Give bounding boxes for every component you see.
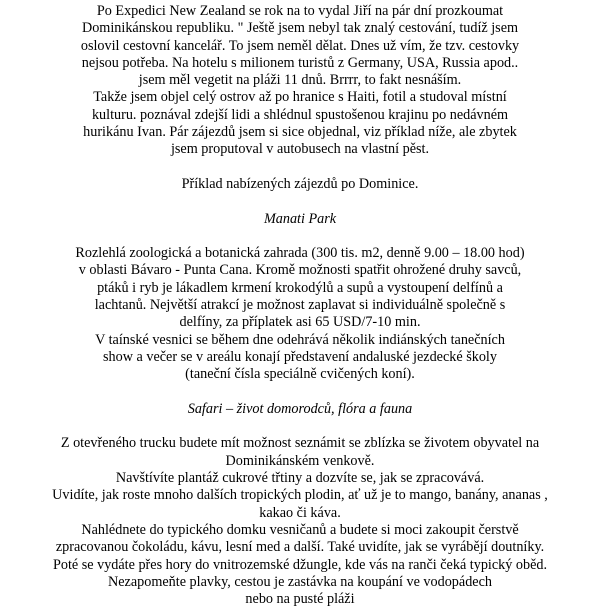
- text-line: ptáků i ryb je lákadlem krmení krokodýlů a supů a vystoupení delfínů a: [97, 279, 503, 296]
- manati-park-paragraph: [30, 245, 570, 383]
- text-line: Navštívíte plantáž cukrové třtiny a dozvíte se, jak se zpracovává.: [115, 470, 485, 487]
- text-line: hurikánu Ivan. Pár zájezdů jsem si sice objednal, viz příklad níže, ale zbytek: [83, 124, 517, 141]
- text-line: kakao či káva.: [259, 504, 341, 521]
- example-heading: Příklad nabízených zájezdů po Dominice.: [181, 175, 419, 192]
- text-line: Rozlehlá zoologická a botanická zahrada (300 tis. m2, denně 9.00 – 18.00 hod): [75, 245, 525, 262]
- text-line: Takže jsem objel celý ostrov až po hranice s Haiti, fotil a studoval místní: [93, 89, 507, 106]
- spacer: [30, 228, 570, 245]
- text-line: v oblasti Bávaro - Punta Cana. Kromě možnosti spatřit ohrožené druhy savců,: [78, 262, 522, 279]
- text-line: delfíny, za příplatek asi 65 USD/7-10 min.: [179, 314, 421, 331]
- intro-paragraph: [30, 3, 570, 159]
- text-line: show a večer se v areálu konají představení andaluské jezdecké školy: [103, 348, 497, 365]
- text-line: nejsou potřeba. Na hotelu s milionem turistů z Germany, USA, Russia apod..: [81, 54, 519, 71]
- text-line: oslovil cestovní kancelář. To jsem neměl dělat. Dnes už vím, že tzv. cestovky: [80, 37, 520, 54]
- document-page: [30, 3, 570, 608]
- text-line: zpracovanou čokoládu, kávu, lesní med a další. Také uvidíte, jak se vyrábějí doutníky.: [55, 539, 545, 556]
- safari-paragraph: [30, 435, 570, 608]
- text-line: (taneční čísla speciálně cvičených koní).: [185, 366, 415, 383]
- text-line: nebo na pusté pláži: [245, 591, 355, 608]
- section-title-manati-park: Manati Park: [263, 210, 337, 227]
- section-title-safari: Safari – život domorodců, flóra a fauna: [187, 400, 413, 417]
- text-line: V taínské vesnici se během dne odehrává několik indiánských tanečních: [95, 331, 505, 348]
- spacer: [30, 159, 570, 176]
- text-line: Uvidíte, jak roste mnoho dalších tropických plodin, ať už je to mango, banány, ananas ,: [52, 487, 548, 504]
- spacer: [30, 193, 570, 210]
- text-line: Poté se vydáte přes hory do vnitrozemské džungle, kde vás na ranči čeká typický oběd.: [52, 556, 548, 573]
- spacer: [30, 418, 570, 435]
- text-line: Nahlédnete do typického domku vesničanů a budete si moci zakoupit čerstvě: [81, 521, 519, 538]
- spacer: [30, 384, 570, 401]
- text-line: kulturu. poznával zdejší lidi a shlédnul spustošenou krajinu po nedávném: [91, 106, 509, 123]
- text-line: jsem proputoval v autobusech na vlastní pěst.: [170, 141, 430, 158]
- text-line: jsem měl vegetit na pláži 11 dnů. Brrrr, to fakt nesnáším.: [138, 72, 462, 89]
- text-line: Dominikánskou republiku. " Ještě jsem nebyl tak znalý cestování, tudíž jsem: [81, 20, 519, 37]
- text-line: lachtanů. Největší atrakcí je možnost zaplavat si individuálně společně s: [94, 297, 506, 314]
- text-line: Z otevřeného trucku budete mít možnost seznámit se zblízka se životem obyvatel na: [60, 435, 540, 452]
- text-line: Nezapomeňte plavky, cestou je zastávka na koupání ve vodopádech: [108, 573, 492, 590]
- text-line: Po Expedici New Zealand se rok na to vydal Jiří na pár dní prozkoumat: [96, 3, 504, 19]
- text-line: Dominikánském venkově.: [225, 452, 375, 469]
